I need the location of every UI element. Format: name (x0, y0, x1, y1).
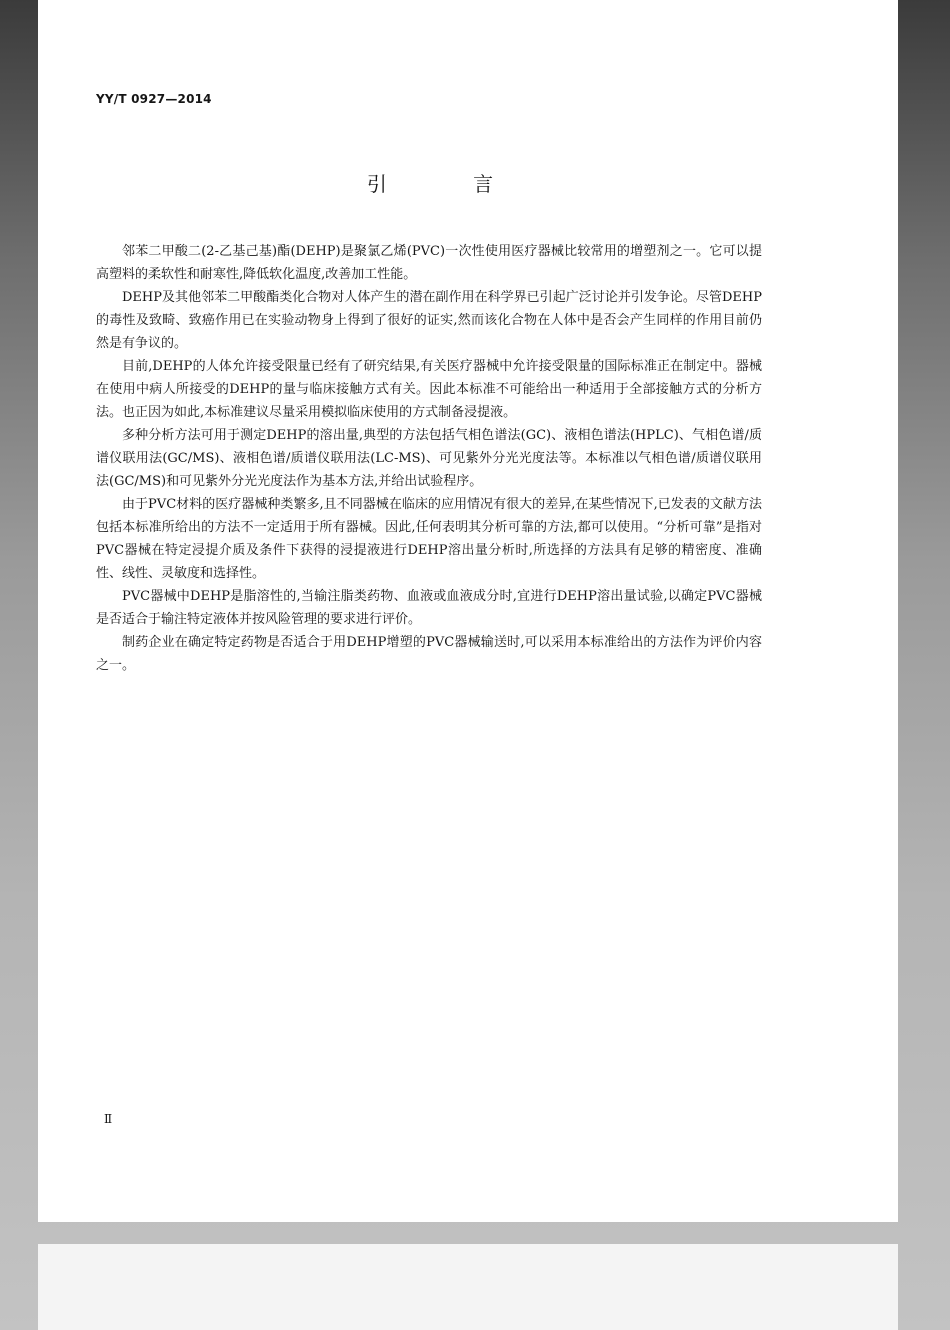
paragraph-2: DEHP及其他邻苯二甲酸酯类化合物对人体产生的潜在副作用在科学界已引起广泛讨论并引发争论。尽管DEHP的毒性及致畸、致癌作用已在实验动物身上得到了很好的证实,然而该化合物在人体中是否会产生同样的作用目前仍然是有争议的。 (96, 290, 762, 351)
paragraph-4: 多种分析方法可用于测定DEHP的溶出量,典型的方法包括气相色谱法(GC)、液相色谱法(HPLC)、气相色谱/质谱仪联用法(GC/MS)、液相色谱/质谱仪联用法(LC-MS)、可见紫外分光光度法等。本标准以气相色谱/质谱仪联用法(GC/MS)和可见紫外分光光度法作为基本方法,并给出试验程序。 (96, 428, 762, 489)
next-page-edge (38, 1244, 898, 1330)
page-number: Ⅱ (104, 1112, 113, 1126)
paragraph-6: PVC器械中DEHP是脂溶性的,当输注脂类药物、血液或血液成分时,宜进行DEHP溶出量试验,以确定PVC器械是否适合于输注特定液体并按风险管理的要求进行评价。 (96, 589, 762, 627)
paragraph-3: 目前,DEHP的人体允许接受限量已经有了研究结果,有关医疗器械中允许接受限量的国际标准正在制定中。器械在使用中病人所接受的DEHP的量与临床接触方式有关。因此本标准不可能给出一种适用于全部接触方式的分析方法。也正因为如此,本标准建议尽量采用模拟临床使用的方式制备浸提液。 (96, 359, 762, 420)
introduction-body (96, 240, 762, 677)
page-title: 引 言 (366, 172, 534, 196)
standard-code: YY/T 0927—2014 (96, 92, 212, 106)
paragraph-1: 邻苯二甲酸二(2-乙基己基)酯(DEHP)是聚氯乙烯(PVC)一次性使用医疗器械比较常用的增塑剂之一。它可以提高塑料的柔软性和耐寒性,降低软化温度,改善加工性能。 (96, 244, 762, 282)
paragraph-7: 制药企业在确定特定药物是否适合于用DEHP增塑的PVC器械输送时,可以采用本标准给出的方法作为评价内容之一。 (96, 635, 762, 673)
paragraph-5: 由于PVC材料的医疗器械种类繁多,且不同器械在临床的应用情况有很大的差异,在某些情况下,已发表的文献方法包括本标准所给出的方法不一定适用于所有器械。因此,任何表明其分析可靠的方法,都可以使用。“分析可靠”是指对PVC器械在特定浸提介质及条件下获得的浸提液进行DEHP溶出量分析时,所选择的方法具有足够的精密度、准确性、线性、灵敏度和选择性。 (96, 497, 762, 581)
